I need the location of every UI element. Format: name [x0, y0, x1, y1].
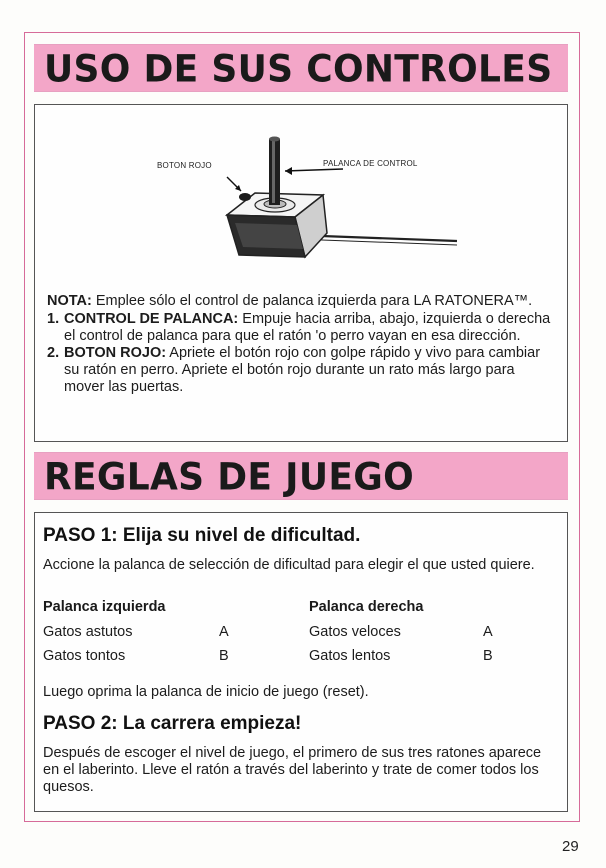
- table-cell-value: A: [483, 624, 493, 640]
- step1-title: PASO 1: Elija su nivel de dificultad.: [43, 525, 361, 546]
- page-number: 29: [562, 838, 579, 855]
- table-cell-label: Gatos astutos: [43, 624, 133, 640]
- reset-instruction: Luego oprima la palanca de inicio de juego (reset).: [43, 684, 369, 700]
- note-paragraph: [47, 293, 557, 310]
- note-label: NOTA:: [47, 293, 92, 309]
- controls-instructions: [47, 293, 557, 396]
- table-cell-value: A: [219, 624, 229, 640]
- table-cell-value: B: [219, 648, 229, 664]
- table-cell-label: Gatos tontos: [43, 648, 126, 664]
- section-title-rules: REGLAS DE JUEGO: [44, 456, 415, 500]
- table-cell-label: Gatos veloces: [309, 624, 401, 640]
- joystick-illustration: [145, 125, 465, 270]
- controls-box: [34, 104, 568, 442]
- step2-text: Después de escoger el nivel de juego, el primero de sus tres ratones aparece en el laberinto. Lleve el ratón a través del laberinto y trate de comer todos los quesos.: [43, 745, 542, 795]
- label-red-button: BOTON ROJO: [157, 161, 212, 170]
- list-item: [47, 345, 557, 396]
- item-term: BOTON ROJO:: [64, 345, 167, 361]
- section-banner-controls: [34, 44, 568, 92]
- right-column-heading: Palanca derecha: [309, 599, 424, 615]
- section-title-controls: USO DE SUS CONTROLES: [44, 48, 553, 92]
- item-number: 1.: [47, 311, 60, 327]
- item-number: 2.: [47, 345, 60, 361]
- step1-intro: Accione la palanca de selección de dificultad para elegir el que usted quiere.: [43, 557, 535, 573]
- note-text: Emplee sólo el control de palanca izquierda para LA RATONERA™.: [91, 293, 533, 309]
- item-text: Apriete el botón rojo con golpe rápido y vivo para cambiar su ratón en perro. Apriete el botón rojo durante un rato más largo para mover las puertas.: [64, 345, 541, 395]
- list-item: [47, 311, 557, 345]
- table-cell-label: Gatos lentos: [309, 648, 391, 664]
- item-term: CONTROL DE PALANCA:: [64, 311, 239, 327]
- section-banner-rules: [34, 452, 568, 500]
- label-control-stick: PALANCA DE CONTROL: [323, 159, 418, 168]
- joystick-icon: [145, 125, 465, 265]
- left-column-heading: Palanca izquierda: [43, 599, 166, 615]
- rules-box: [34, 512, 568, 812]
- step2-title: PASO 2: La carrera empieza!: [43, 713, 302, 734]
- item-text: Empuje hacia arriba, abajo, izquierda o derecha el control de palanca para que el ratón 'o perro vayan en esa dirección.: [64, 311, 551, 344]
- table-cell-value: B: [483, 648, 493, 664]
